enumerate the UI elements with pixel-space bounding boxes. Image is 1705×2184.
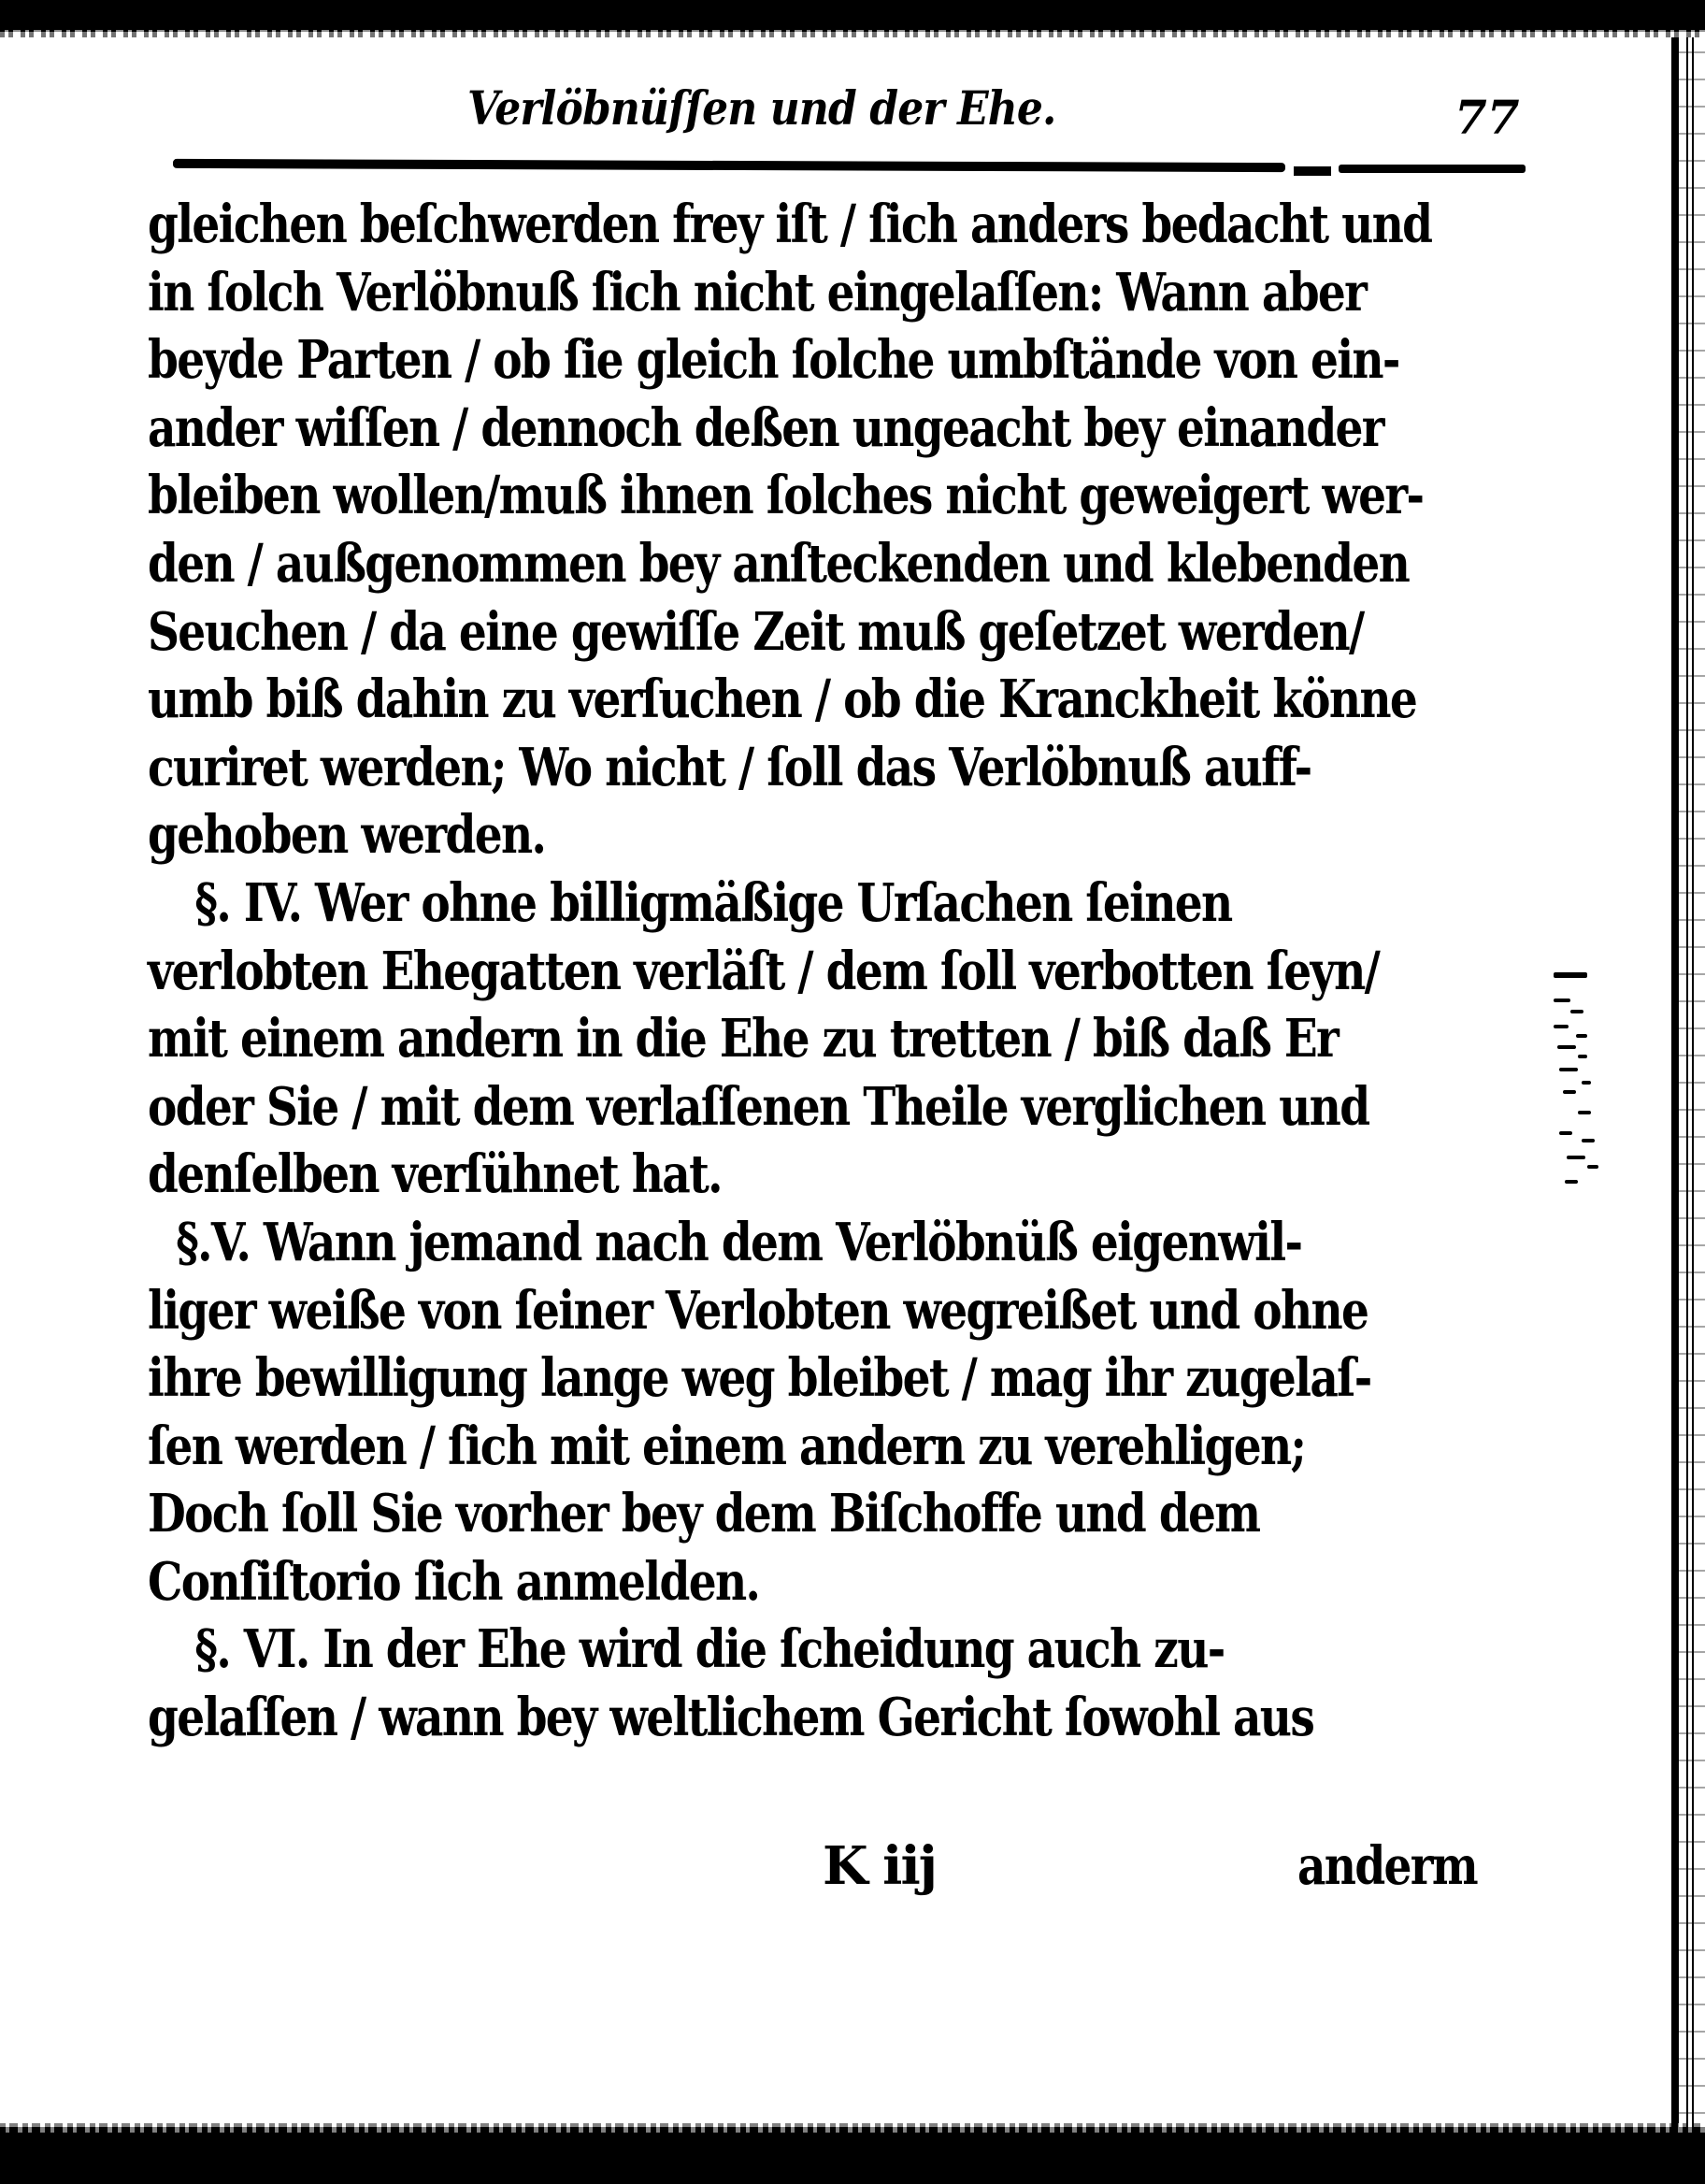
text-line: ihre bewilligung lange weg bleibet / mag ihr zugelaſ- bbox=[148, 1347, 1371, 1410]
text-line: gleichen beſchwerden frey iſt / ſich anders bedacht und bbox=[148, 194, 1432, 255]
section-v-start: §.V. Wann jemand nach dem Verlöbnüß eigenwil- bbox=[176, 1211, 1302, 1273]
book-page-edge bbox=[1671, 37, 1705, 2127]
page-number: 77 bbox=[1454, 90, 1520, 145]
text-line: oder Sie / mit dem verlaſſenen Theile verglichen und bbox=[148, 1075, 1369, 1138]
text-line: mit einem andern in die Ehe zu tretten / biß daß Er bbox=[148, 1008, 1339, 1070]
text-line: in ſolch Verlöbnuß ſich nicht eingelaſſen: Wann aber bbox=[148, 261, 1367, 323]
text-line: Seuchen / da eine gewiſſe Zeit muß geſetzet werden/ bbox=[148, 600, 1364, 663]
margin-annotation-marks bbox=[1542, 944, 1608, 1187]
text-line: denſelben verſühnet hat. bbox=[148, 1143, 722, 1206]
header-rule-fragment bbox=[1294, 166, 1331, 176]
catchword: anderm bbox=[1297, 1835, 1477, 1897]
body-text bbox=[148, 191, 1522, 1752]
text-line: den / außgenommen bey anſteckenden und klebenden bbox=[148, 532, 1410, 595]
text-line: verlobten Ehegatten verläſt / dem ſoll verbotten ſeyn/ bbox=[148, 940, 1380, 1002]
text-line: curiret werden; Wo nicht / ſoll das Verlöbnuß auff- bbox=[148, 736, 1311, 798]
header-rule-right bbox=[1339, 165, 1526, 173]
section-iv-start: §. IV. Wer ohne billigmäßige Urſachen ſeinen bbox=[194, 871, 1232, 934]
text-line: ander wiſſen / dennoch deßen ungeacht bey einander bbox=[148, 396, 1383, 459]
section-vi-start: §. VI. In der Ehe wird die ſcheidung auch zu- bbox=[194, 1618, 1225, 1681]
header-rule bbox=[173, 159, 1285, 172]
text-line: umb biß dahin zu verſuchen / ob die Kranckheit könne bbox=[148, 668, 1417, 731]
scan-bottom-border bbox=[0, 2127, 1705, 2184]
text-line: Conſiſtorio ſich anmelden. bbox=[148, 1550, 760, 1613]
scan-top-border bbox=[0, 0, 1705, 32]
running-head: Verlöbnüſſen und der Ehe. bbox=[467, 80, 1056, 136]
text-line: gehoben werden. bbox=[148, 804, 546, 867]
text-line: liger weiße von ſeiner Verlobten wegreißet und ohne bbox=[148, 1279, 1368, 1342]
signature-mark: K iij bbox=[823, 1835, 936, 1897]
text-line: beyde Parten / ob ſie gleich ſolche umbſtände von ein- bbox=[148, 329, 1399, 392]
text-line: gelaſſen / wann bey weltlichem Gericht ſowohl aus bbox=[148, 1687, 1314, 1749]
text-line: bleiben wollen/muß ihnen ſolches nicht geweigert wer- bbox=[148, 465, 1424, 527]
text-line: Doch ſoll Sie vorher bey dem Biſchoffe und dem bbox=[148, 1483, 1260, 1545]
text-line: ſen werden / ſich mit einem andern zu verehligen; bbox=[148, 1415, 1306, 1477]
